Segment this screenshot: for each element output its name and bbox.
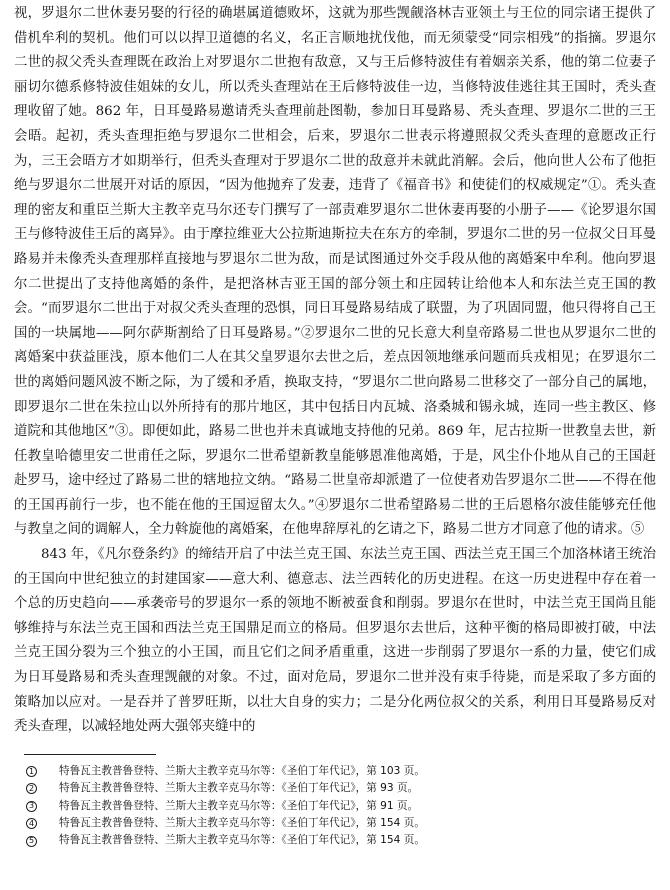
footnote-item <box>26 763 656 780</box>
footnote-number: 5 <box>26 836 37 847</box>
footnote-item <box>26 798 656 815</box>
body-text <box>14 2 656 740</box>
footnote-text: 特鲁瓦主教普鲁登特、兰斯大主教辛克马尔等：《圣伯丁年代记》，第 93 页。 <box>59 782 419 795</box>
paragraph-continued: 视，罗退尔二世休妻另娶的行径的确堪属道德败坏，这就为那些觊觎洛林吉亚领土与王位的同宗诸王提供了借机牟利的契机。他们可以以捍卫道德的名义，名正言顺地扰伐他，而无须蒙受“同宗相残”的指摘。罗退尔二世的叔父秃头查理既在政治上对罗退尔二世抱有敌意，又与王后修特波佳有着姻亲关系，他的第二位妻子丽切尔德系修特波佳姐妹的女儿，所以秃头查理站在王后修特波佳一边，当修特波佳逃往其王国时，秃头查理收留了她。862 年，日耳曼路易邀请秃头查理前赴图勒，参加日耳曼路易、秃头查理、罗退尔二世的三王会晤。起初，秃头查理拒绝与罗退尔二世相会，后来，罗退尔二世表示将遵照叔父秃头查理的意愿改正行为，三王会晤方才如期举行，但秃头查理对于罗退尔二世的敌意并未就此消解。会后，他向世人公布了他拒绝与罗退尔二世展开对话的原因，“因为他抛弃了发妻，违背了《福音书》和使徒们的权威规定”①。秃头查理的密友和重臣兰斯大主教辛克马尔还专门撰写了一部责难罗退尔二世休妻再娶的小册子——《论罗退尔国王与修特波佳王后的离异》。由于摩拉维亚大公拉斯迪斯拉夫在东方的牵制，罗退尔二世的另一位叔父日耳曼路易并未像秃头查理那样直接地与罗退尔二世为敌，而是试图通过外交手段从他的离婚案中牟利。他向罗退尔二世提出了支持他离婚的条件，是把洛林吉亚王国的部分领土和庄园转让给他本人和东法兰克王国的教会。“而罗退尔二世出于对叔父秃头查理的恐惧，同日耳曼路易结成了联盟，为了巩固同盟，他只得将自己王国的一块属地——阿尔萨斯割给了日耳曼路易。”②罗退尔二世的兄长意大利皇帝路易二世也从罗退尔二世的离婚案中获益匪浅，原本他们二人在其父皇罗退尔去世之后，差点因领地继承问题而兵戎相见；在罗退尔二世的离婚问题风波不断之际，为了缓和矛盾，换取支持，“罗退尔二世向路易二世移交了一部分自己的属地，即罗退尔二世在朱拉山以外所持有的那片地区，其中包括日内瓦城、洛桑城和锡永城，连同一些主教区、修道院和其他地区”③。即便如此，路易二世也并未真诚地支持他的兄弟。869 年，尼古拉斯一世教皇去世，新任教皇哈德里安二世甫任之际，罗退尔二世希望新教皇能够恩准他离婚，于是，风尘仆仆地从自己的王国赶赴罗马，途中经过了路易二世的辖地拉文纳。“路易二世皇帝却派遣了一位使者劝告罗退尔二世——不得在他的王国再前行一步，也不能在他的王国逗留太久。”④罗退尔二世希望路易二世的王后恩格尔波佳能够充任他与教皇之间的调解人，全力斡旋他的离婚案，在他卑辞厚礼的乞请之下，路易二世方才同意了他的请求。⑤ <box>14 6 656 538</box>
footnote-item <box>26 832 656 849</box>
footnote-divider <box>24 754 156 755</box>
footnote-number: 4 <box>26 818 37 829</box>
footnote-number: 1 <box>26 766 37 777</box>
footnote-item <box>26 815 656 832</box>
footnote-text: 特鲁瓦主教普鲁登特、兰斯大主教辛克马尔等：《圣伯丁年代记》，第 154 页。 <box>59 834 425 847</box>
footnote-text: 特鲁瓦主教普鲁登特、兰斯大主教辛克马尔等：《圣伯丁年代记》，第 154 页。 <box>59 817 425 830</box>
footnote-number: 2 <box>26 783 37 794</box>
footnotes <box>26 763 656 850</box>
paragraph-verdun-treaty: 843 年，《凡尔登条约》的缔结开启了中法兰克王国、东法兰克王国、西法兰克王国三个加洛林诸王统治的王国向中世纪独立的封建国家——意大利、德意志、法兰西转化的历史进程。在这一历史进程中存在着一个总的历史趋向——承袭帝号的罗退尔一系的领地不断被蚕食和削弱。罗退尔在世时，中法兰克王国尚且能够维持与东法兰克王国和西法兰克王国鼎足而立的格局。但罗退尔去世后，这种平衡的格局即被打破，中法兰克王国分裂为三个独立的小王国，而且它们之间矛盾重重，这进一步削弱了罗退尔一系的力量，使它们成为日耳曼路易和秃头查理觊觎的对象。不过，面对危局，罗退尔二世并没有束手待毙，而是采取了多方面的策略加以应对。一是吞并了普罗旺斯，以壮大自身的实力；二是分化两位叔父的关系，利用日耳曼路易反对秃头查理，以减轻地处两大强邻夹缝中的 <box>14 547 656 735</box>
footnote-item <box>26 780 656 797</box>
footnote-text: 特鲁瓦主教普鲁登特、兰斯大主教辛克马尔等：《圣伯丁年代记》，第 91 页。 <box>59 799 419 812</box>
footnote-text: 特鲁瓦主教普鲁登特、兰斯大主教辛克马尔等：《圣伯丁年代记》，第 103 页。 <box>59 764 425 777</box>
footnote-number: 3 <box>26 801 37 812</box>
